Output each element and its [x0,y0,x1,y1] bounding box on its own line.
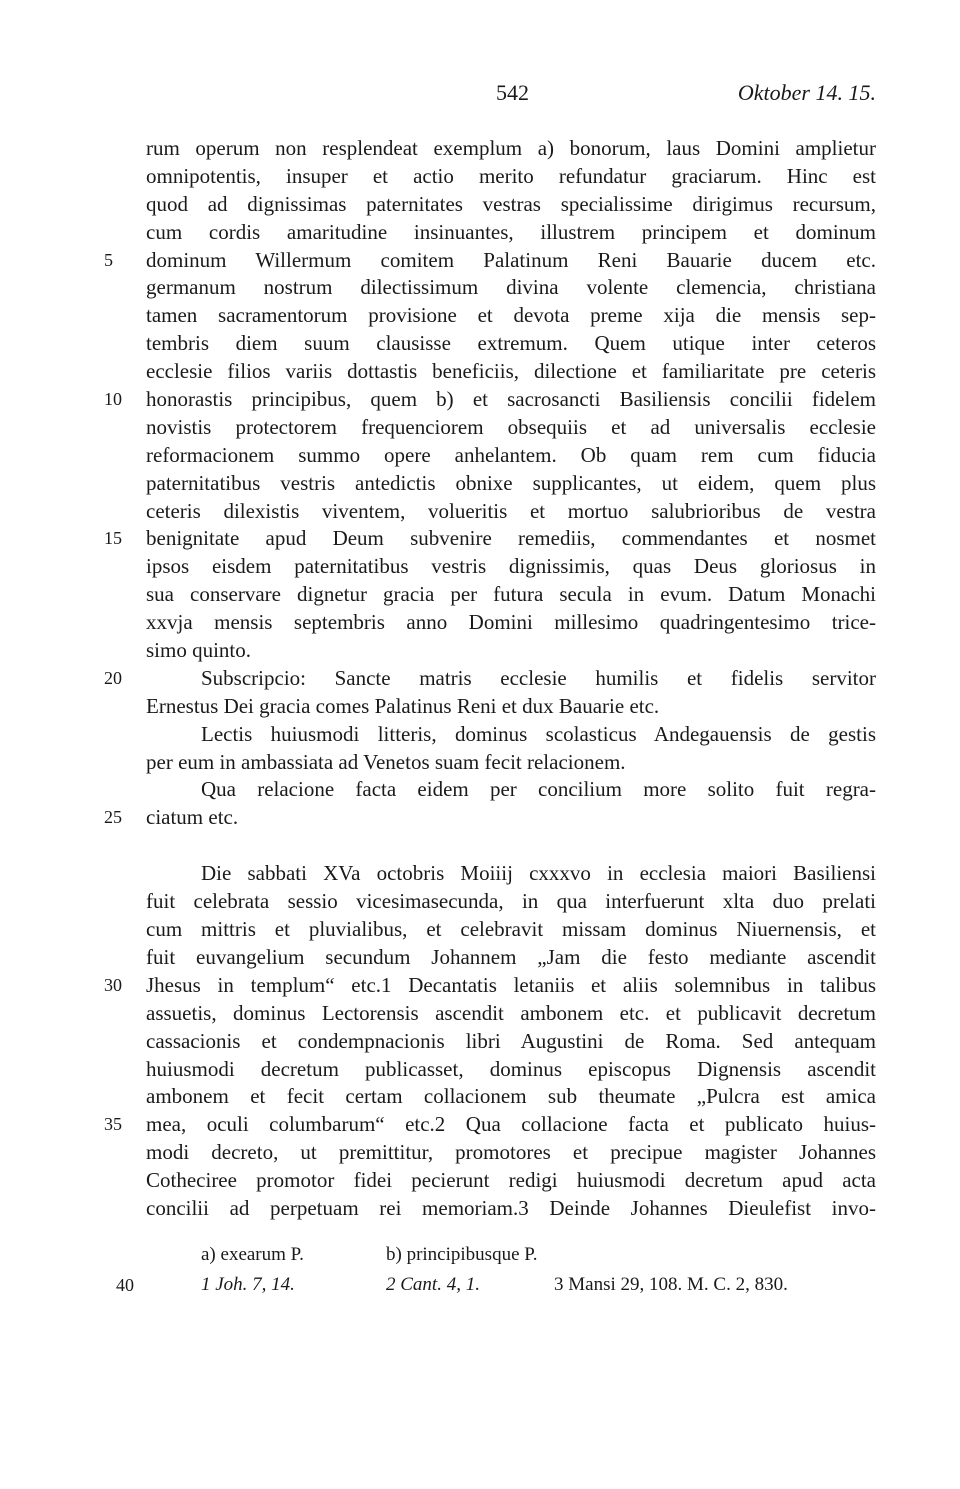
text-line [146,721,876,749]
line-text: Lectis huiusmodi litteris, dominus scolasticus Andegauensis de gestis [201,721,876,746]
text-line [146,191,876,219]
text-line [146,302,876,330]
line-text: Cotheciree promotor fidei pecierunt redigi huiusmodi decretum apud acta [146,1168,876,1193]
text-line [104,1111,876,1139]
line-text: Jhesus in templum“ etc.1 Decantatis letaniis et aliis solemnibus in talibus [146,972,876,997]
line-text: fuit euvangelium secundum Johannem „Jam die festo mediante ascendit [146,944,876,969]
line-text: paternitatibus vestris antedictis obnixe supplicantes, ut eidem, quem plus [146,470,876,495]
line-text: rum operum non resplendeat exemplum a) bonorum, laus Domini amplietur [146,136,876,160]
text-line [104,247,876,275]
line-text: quod ad dignissimas paternitates vestras specialissime dirigimus recursum, [146,191,876,216]
text-line [104,525,876,553]
text-line [146,1056,876,1084]
line-text: germanum nostrum dilectissimum divina volente clemencia, christiana [146,275,876,300]
running-head: Oktober 14. 15. [737,80,876,105]
line-text: ipsos eisdem paternitatibus vestris dignissimis, quas Deus gloriosus in [146,554,876,579]
line-text: Qua relacione facta eidem per concilium more solito fuit regra- [201,777,876,802]
footnote-3: 3 Mansi 29, 108. M. C. 2, 830. [554,1274,788,1295]
text-line [146,888,876,916]
line-text: ecclesie filios variis dottastis beneficiis, dilectione et familiaritate pre ceteris [146,359,876,384]
text-line [146,135,876,163]
line-text: Die sabbati XVa octobris Moiiij cxxxvo in ecclesia maiori Basiliensi [201,861,876,886]
line-text: sua conservare dignetur gracia per futura secula in evum. Datum Monachi [146,582,876,607]
text-line [146,1195,876,1223]
line-text: novistis protectorem frequenciorem obsequiis et ad universalis ecclesie [146,414,876,439]
text-line [146,609,876,637]
body-text [104,135,876,1223]
text-line [146,163,876,191]
text-line [146,274,876,302]
text-line [104,972,876,1000]
line-text: ciatum etc. [146,805,239,830]
text-line [146,442,876,470]
footnote-row-variants [146,1240,876,1270]
line-text: simo quinto. [146,638,252,663]
text-line [146,581,876,609]
line-number: 15 [104,528,122,549]
text-line [146,749,876,777]
text-line [146,944,876,972]
text-line [146,219,876,247]
text-line [146,860,876,888]
line-text: cum cordis amaritudine insinuantes, illustrem principem et dominum [146,219,876,244]
line-text: Ernestus Dei gracia comes Palatinus Reni et dux Bauarie etc. [146,693,660,718]
line-text: tamen sacramentorum provisione et devota preme xija die mensis sep- [146,303,876,328]
text-line [146,1167,876,1195]
text-line [146,330,876,358]
line-text: ambonem et fecit certam collacionem sub theumate „Pulcra est amica [146,1084,876,1109]
line-text: mea, oculi columbarum“ etc.2 Qua collacione facta et publicato huius- [146,1112,876,1137]
text-line [146,1028,876,1056]
text-line [146,1083,876,1111]
line-text: reformacionem summo opere anhelantem. Ob quam rem cum fiducia [146,442,876,467]
line-text: honorastis principibus, quem b) et sacrosancti Basiliensis concilii fidelem [146,387,876,412]
line-number: 30 [104,974,122,995]
text-line [146,637,876,665]
text-line [146,1000,876,1028]
page-header [0,80,960,110]
line-text: concilii ad perpetuam rei memoriam.3 Deinde Johannes Dieulefist invo- [146,1195,876,1220]
text-line [146,470,876,498]
text-line [146,693,876,721]
text-line [104,804,876,832]
line-text: fuit celebrata sessio vicesimasecunda, in qua interfuerunt xlta duo prelati [146,889,876,914]
text-line [146,498,876,526]
line-text: Subscripcio: Sancte matris ecclesie humilis et fidelis servitor [201,665,876,690]
line-number: 20 [104,667,122,688]
footnote-2: 2 Cant. 4, 1. [386,1274,480,1295]
text-line [146,1139,876,1167]
line-text: benignitate apud Deum subvenire remediis, commendantes et nosmet [146,526,876,551]
line-text: tembris diem suum clausisse extremum. Quem utique inter ceteros [146,331,876,356]
line-text: modi decreto, ut premittitur, promotores et precipue magister Johannes [146,1140,876,1165]
line-text: assuetis, dominus Lectorensis ascendit ambonem etc. et publicavit decretum [146,1000,876,1025]
line-text: omnipotentis, insuper et actio merito refundatur graciarum. Hinc est [146,163,876,188]
line-text: xxvja mensis septembris anno Domini millesimo quadringentesimo trice- [146,610,876,635]
line-text: huiusmodi decretum publicasset, dominus episcopus Dignensis ascendit [146,1056,876,1081]
line-number: 5 [104,249,113,270]
text-line [146,776,876,804]
line-number: 35 [104,1114,122,1135]
line-text: cum mittris et pluvialibus, et celebravit missam dominus Niuernensis, et [146,917,876,942]
line-number: 25 [104,807,122,828]
line-text: ceteris dilexistis viventem, volueritis et mortuo salubrioribus de vestra [146,498,876,523]
text-line [104,386,876,414]
footnote-row-references [116,1270,876,1300]
line-text: cassacionis et condempnacionis libri Augustini de Roma. Sed antequam [146,1028,876,1053]
footnotes [116,1240,876,1300]
footnote-b: b) principibusque P. [386,1244,538,1265]
text-line [146,414,876,442]
text-line [146,916,876,944]
page-number: 542 [496,80,529,105]
text-line [146,553,876,581]
line-text: dominum Willermum comitem Palatinum Reni Bauarie ducem etc. [146,247,876,272]
footnote-a: a) exearum P. [201,1244,304,1265]
text-line [104,665,876,693]
line-text: per eum in ambassiata ad Venetos suam fecit relacionem. [146,749,626,774]
line-number: 10 [104,389,122,410]
line-number: 40 [116,1275,134,1295]
footnote-1: 1 Joh. 7, 14. [201,1274,295,1295]
text-line [146,358,876,386]
